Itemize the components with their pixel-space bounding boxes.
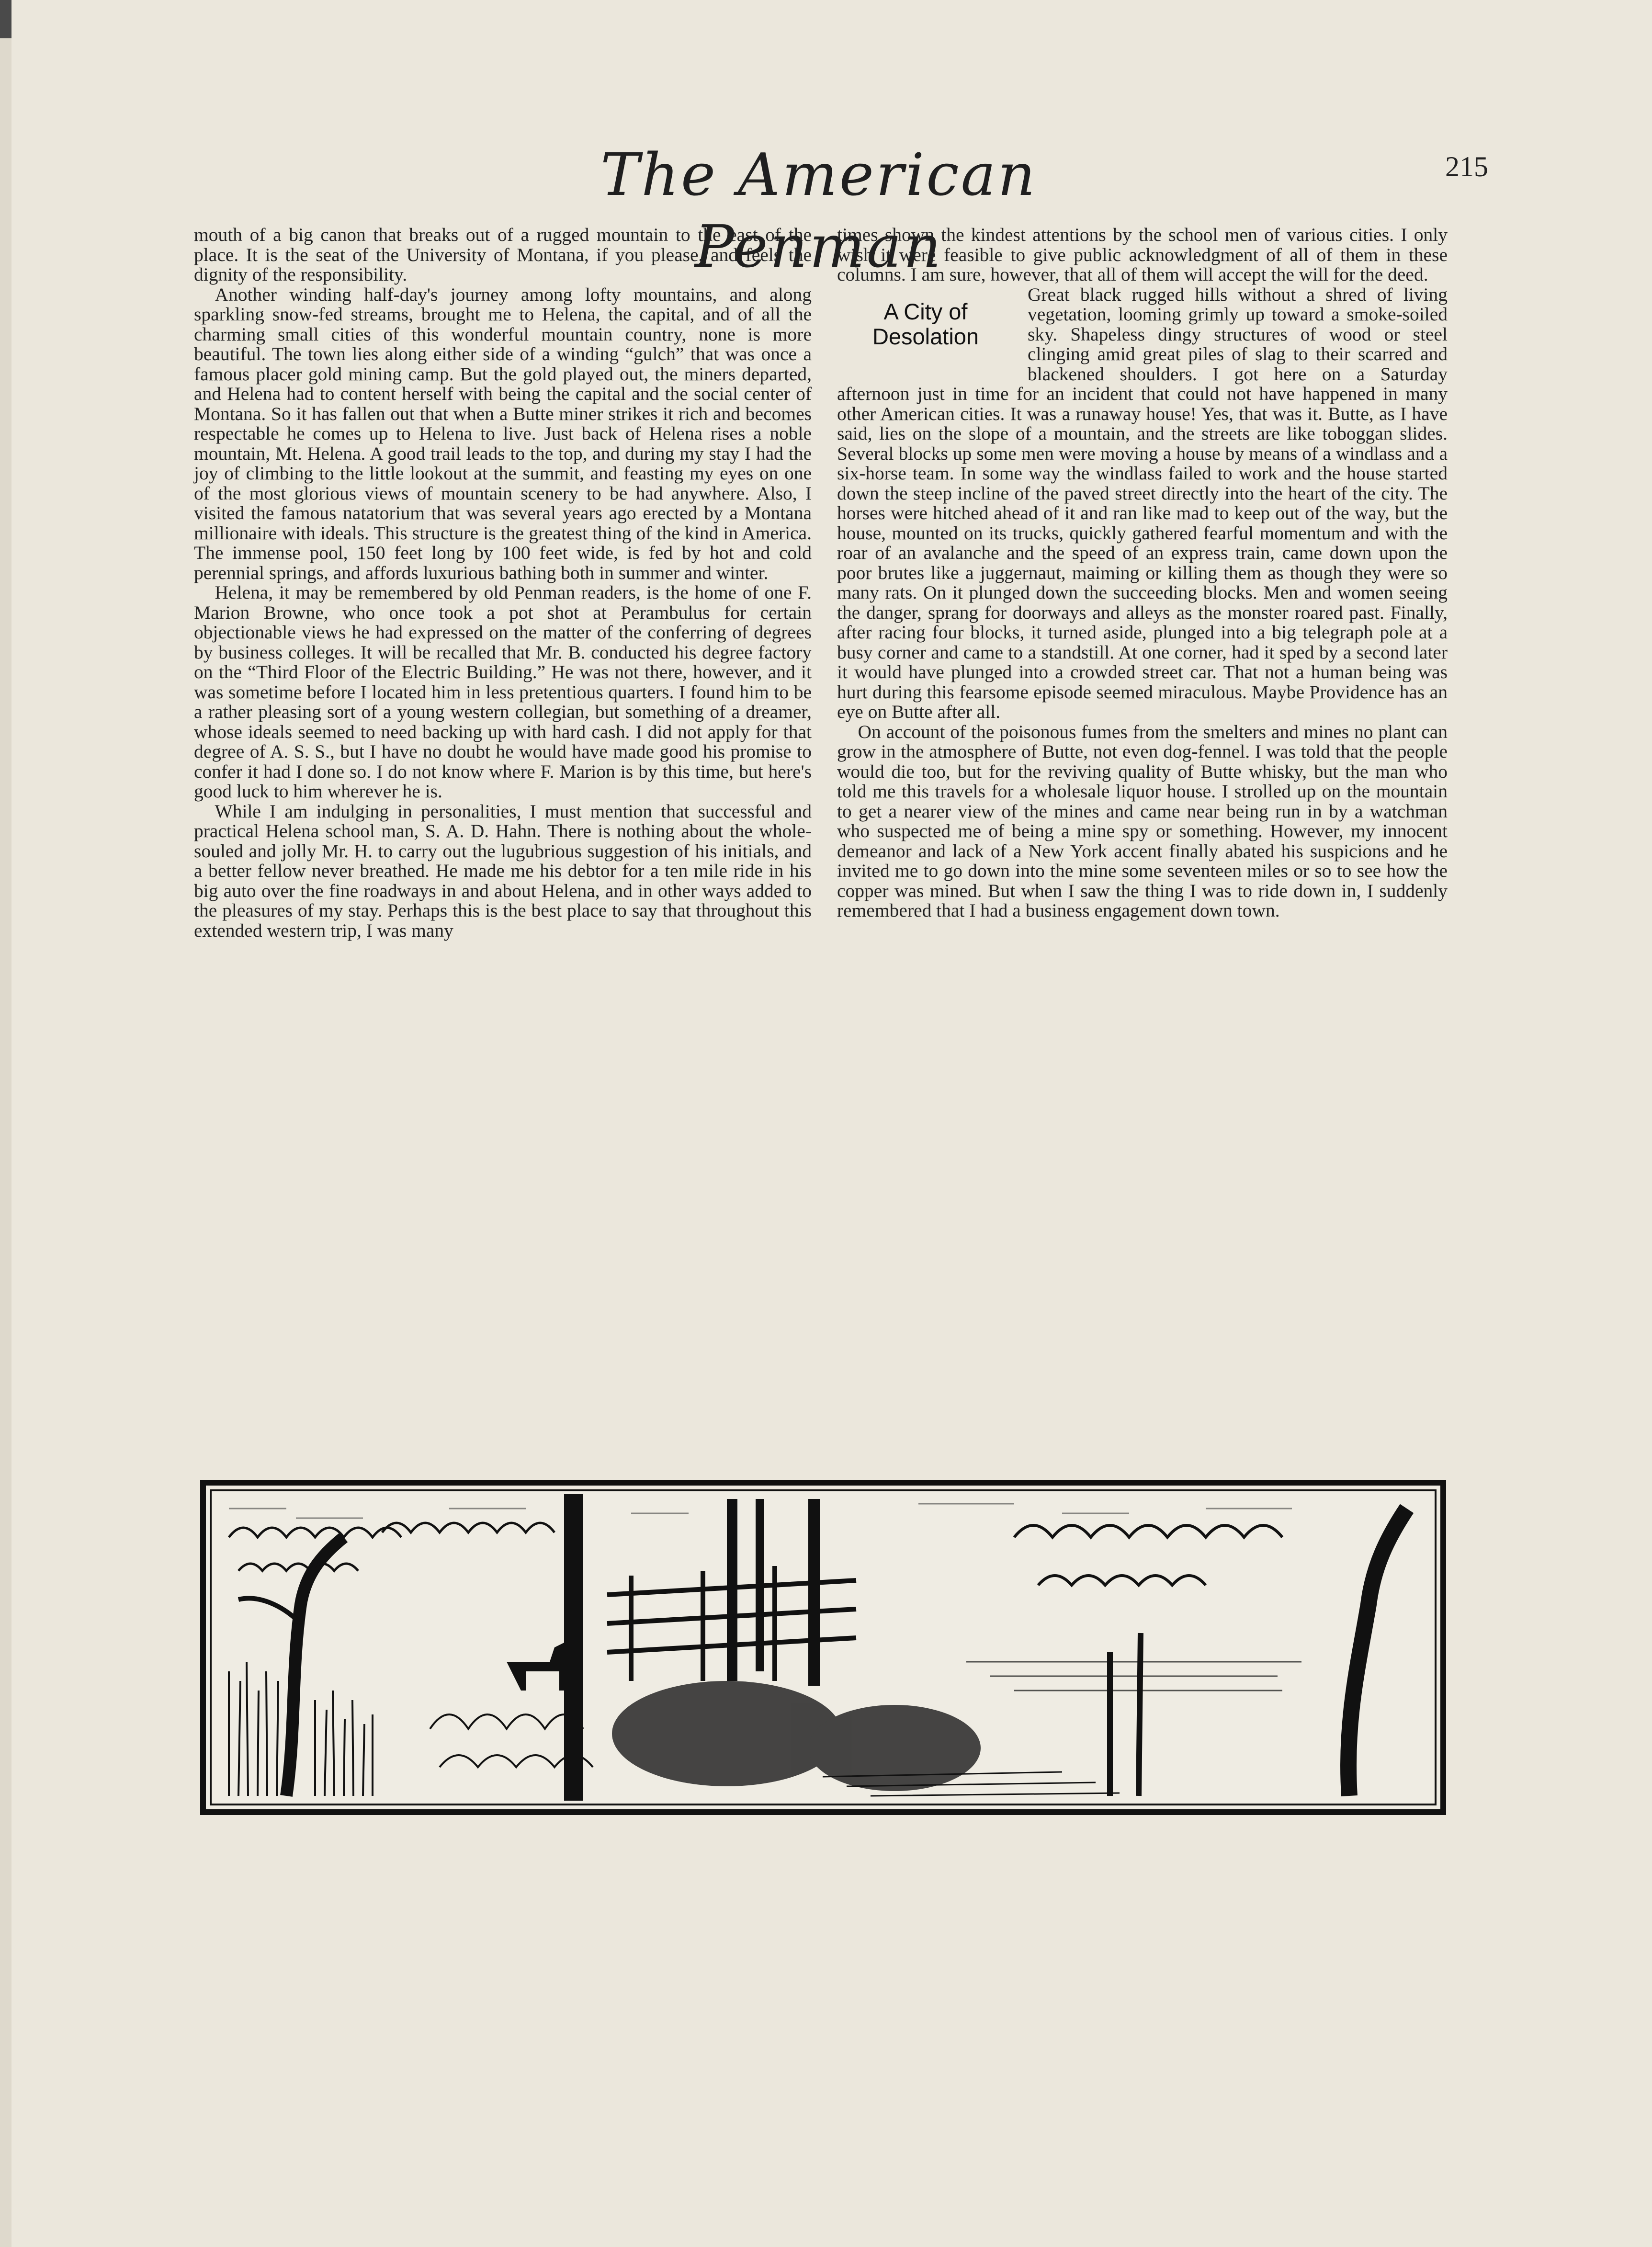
paragraph: Another winding half-day's journey among lofty mountains, and along sparkling snow-fed streams, brought me to Helena, the capital, and of all the charming small cities of this wonderful mountain country, none is more beautiful. The town lies along either side of a winding “gulch” that was once a famous placer gold mining camp. But the gold played out, the miners departed, and Helena had to content herself with being the capital and the social center of Montana. So it has fallen out that when a Butte miner strikes it rich and becomes respectable he comes up to Helena to live. Just back of Helena rises a noble mountain, Mt. Helena. A good trail leads to the top, and during my stay I had the joy of climbing to the little lookout at the summit, and feasting my eyes on one of the most glorious views of mountain scenery to be had anywhere. Also, I visited the famous natatorium that was several years ago erected by a Montana millionaire with ideals. This structure is the greatest thing of the kind in America. The immense pool, 150 feet long by 100 feet wide, is fed by hot and cold perennial springs, and affords luxurious bathing both in summer and winter. [194,284,812,583]
right-column [837,225,1448,921]
masthead-title: The American Penman [600,141,1037,281]
landscape-illustration-svg [200,1480,1446,1815]
paragraph: On account of the poisonous fumes from the smelters and mines no plant can grow in the atmosphere of Butte, not even dog-fennel. I was told that the people would die too, but for the reviving quality of Butte whisky, but the man who told me this travels for a wholesale liquor house. I strolled up on the mountain to get a nearer view of the mines and came near being run in by a watchman who suspected me of being a mine spy or something. However, my innocent demeanor and lack of a New York accent finally abated his suspicions and he invited me to go down into the mine some seventeen miles or so to see how the copper was mined. But when I saw the thing I was to ride down in, I suddenly remembered that I had a business engagement down town. [837,721,1448,921]
paragraph: mouth of a big canon that breaks out of a rugged mountain to the east of the place. It is the seat of the University of Montana, if you please, and feels the dignity of the responsibility. [194,224,812,285]
paragraph: While I am indulging in personalities, I must mention that successful and practical Helena school man, S. A. D. Hahn. There is nothing about the whole-souled and jolly Mr. H. to carry out the lugubrious suggestion of his initials, and a better fellow never breathed. He made me his debtor for a ten mile ride in his big auto over the fine roadways in and about Helena, and in other ways added to the pleasures of my stay. Perhaps this is the best place to say that throughout this extended western trip, I was many [194,800,812,941]
paragraph: Great black rugged hills without a shred of living vegetation, looming grimly up toward a smoke-soiled sky. Shapeless dingy structures of wood or steel clinging amid great piles of slag to their scarred and blackened shoulders. I got here on a Saturday afternoon just in time for an incident that could not have happened in many other American cities. It was a runaway house! Yes, that was it. Butte, as I have said, lies on the slope of a mountain, and the streets are like toboggan slides. Several blocks up some men were moving a house by means of a windlass and a six-horse team. In some way the windlass failed to work and the house started down the steep incline of the paved street directly into the heart of the city. The horses were hitched ahead of it and ran like mad to keep out of the way, but the house, mounted on its trucks, quickly gathered fearful momentum and with the roar of an avalanche and the speed of an express train, came down upon the poor brutes like a juggernaut, maiming or killing them as though they were so many rats. On it plunged down the succeeding blocks. Men and women seeing the danger, sprang for doorways and alleys as the monster roared past. Finally, after racing four blocks, it turned aside, plunged into a big telegraph pole at a busy corner and came to a standstill. At one corner, had it sped by a second later it would have plunged into a crowded street car. That not a human being was hurt during this fearsome episode seemed miraculous. Maybe Providence has an eye on Butte after all. [837,284,1448,722]
left-column [194,225,812,941]
section-sidehead [837,299,1014,379]
paragraph: Helena, it may be remembered by old Penman readers, is the home of one F. Marion Browne, who once took a pot shot at Perambulus for certain objectionable views he had expressed on the matter of the conferring of degrees by business colleges. It will be recalled that Mr. B. conducted his degree factory on the “Third Floor of the Electric Building.” He was not there, however, and it was sometime before I located him in less pretentious quarters. I found him to be a rather pleasing sort of a young western collegian, but something of a dreamer, whose ideals seemed to need backing up with hard cash. I did not apply for that degree of A. S. S., but I have no doubt he would have made good his promise to confer it had I done so. I do not know where F. Marion is by this time, but here's good luck to him wherever he is. [194,582,812,802]
page-number: 215 [1445,151,1488,182]
sidehead-line: Desolation [872,323,979,349]
sidehead-line: A City of [883,298,968,324]
paragraph: times shown the kindest attentions by the school men of various cities. I only wish it were feasible to give public acknowledgment of all of them in these columns. I am sure, however, that all of them will accept the will for the deed. [837,224,1448,285]
landscape-illustration [200,1480,1446,1815]
